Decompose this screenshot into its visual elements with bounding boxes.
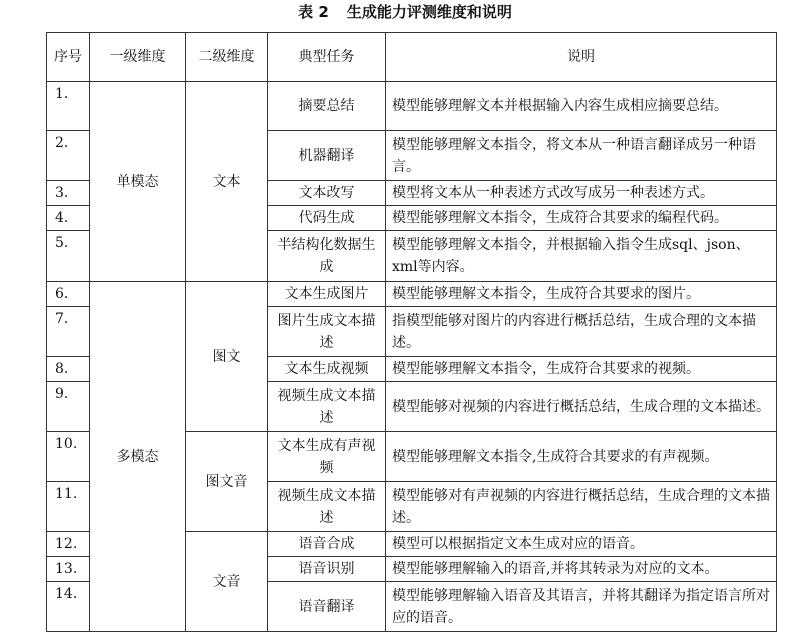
row-no: 7.	[47, 307, 90, 357]
table-caption	[0, 2, 810, 22]
row-desc: 模型能够理解输入语音及其语言，并将其翻译为指定语言所对应的语音。	[386, 582, 777, 632]
row-no: 9.	[47, 382, 90, 432]
row-desc: 模型能够对视频的内容进行概括总结，生成合理的文本描述。	[386, 382, 777, 432]
header-desc: 说明	[386, 33, 777, 82]
row-task: 视频生成文本描述	[268, 482, 386, 532]
level2-image-text-audio: 图文音	[186, 432, 268, 532]
row-task: 摘要总结	[268, 82, 386, 131]
level2-text-audio: 文音	[186, 532, 268, 632]
row-no: 5.	[47, 231, 90, 282]
row-desc: 模型能够理解文本指令,生成符合其要求的有声视频。	[386, 432, 777, 482]
row-task: 语音识别	[268, 557, 386, 582]
row-desc: 模型能够对有声视频的内容进行概括总结，生成合理的文本描述。	[386, 482, 777, 532]
caption-title: 生成能力评测维度和说明	[346, 3, 512, 21]
row-desc: 指模型能够对图片的内容进行概括总结，生成合理的文本描述。	[386, 307, 777, 357]
level1-single: 单模态	[90, 82, 186, 282]
header-level2: 二级维度	[186, 33, 268, 82]
row-desc: 模型将文本从一种表述方式改写成另一种表述方式。	[386, 181, 777, 206]
header-task: 典型任务	[268, 33, 386, 82]
row-desc: 模型可以根据指定文本生成对应的语音。	[386, 532, 777, 557]
row-task: 语音合成	[268, 532, 386, 557]
table-row	[47, 282, 777, 307]
level2-image-text: 图文	[186, 282, 268, 432]
level2-text: 文本	[186, 82, 268, 282]
row-no: 11.	[47, 482, 90, 532]
row-no: 4.	[47, 206, 90, 231]
row-no: 3.	[47, 181, 90, 206]
row-no: 1.	[47, 82, 90, 131]
level1-multi: 多模态	[90, 282, 186, 632]
header-level1: 一级维度	[90, 33, 186, 82]
row-no: 8.	[47, 357, 90, 382]
row-task: 半结构化数据生成	[268, 231, 386, 282]
row-task: 文本改写	[268, 181, 386, 206]
row-task: 机器翻译	[268, 131, 386, 181]
row-task: 文本生成有声视频	[268, 432, 386, 482]
row-task: 代码生成	[268, 206, 386, 231]
row-no: 10.	[47, 432, 90, 482]
row-desc: 模型能够理解文本指令，生成符合其要求的编程代码。	[386, 206, 777, 231]
row-task: 文本生成图片	[268, 282, 386, 307]
row-task: 图片生成文本描述	[268, 307, 386, 357]
header-no: 序号	[47, 33, 90, 82]
row-no: 6.	[47, 282, 90, 307]
row-task: 视频生成文本描述	[268, 382, 386, 432]
row-desc: 模型能够理解文本并根据输入内容生成相应摘要总结。	[386, 82, 777, 131]
row-no: 14.	[47, 582, 90, 632]
row-desc: 模型能够理解文本指令，生成符合其要求的图片。	[386, 282, 777, 307]
row-desc: 模型能够理解文本指令，将文本从一种语言翻译成另一种语言。	[386, 131, 777, 181]
row-no: 12.	[47, 532, 90, 557]
row-desc: 模型能够理解文本指令，并根据输入指令生成sql、json、xml等内容。	[386, 231, 777, 282]
table-row	[47, 82, 777, 131]
row-desc: 模型能够理解输入的语音,并将其转录为对应的文本。	[386, 557, 777, 582]
row-task: 语音翻译	[268, 582, 386, 632]
header-row	[47, 33, 777, 82]
row-no: 2.	[47, 131, 90, 181]
row-task: 文本生成视频	[268, 357, 386, 382]
row-desc: 模型能够理解文本指令，生成符合其要求的视频。	[386, 357, 777, 382]
evaluation-table	[46, 32, 777, 632]
caption-number: 表 2	[298, 3, 329, 21]
row-no: 13.	[47, 557, 90, 582]
